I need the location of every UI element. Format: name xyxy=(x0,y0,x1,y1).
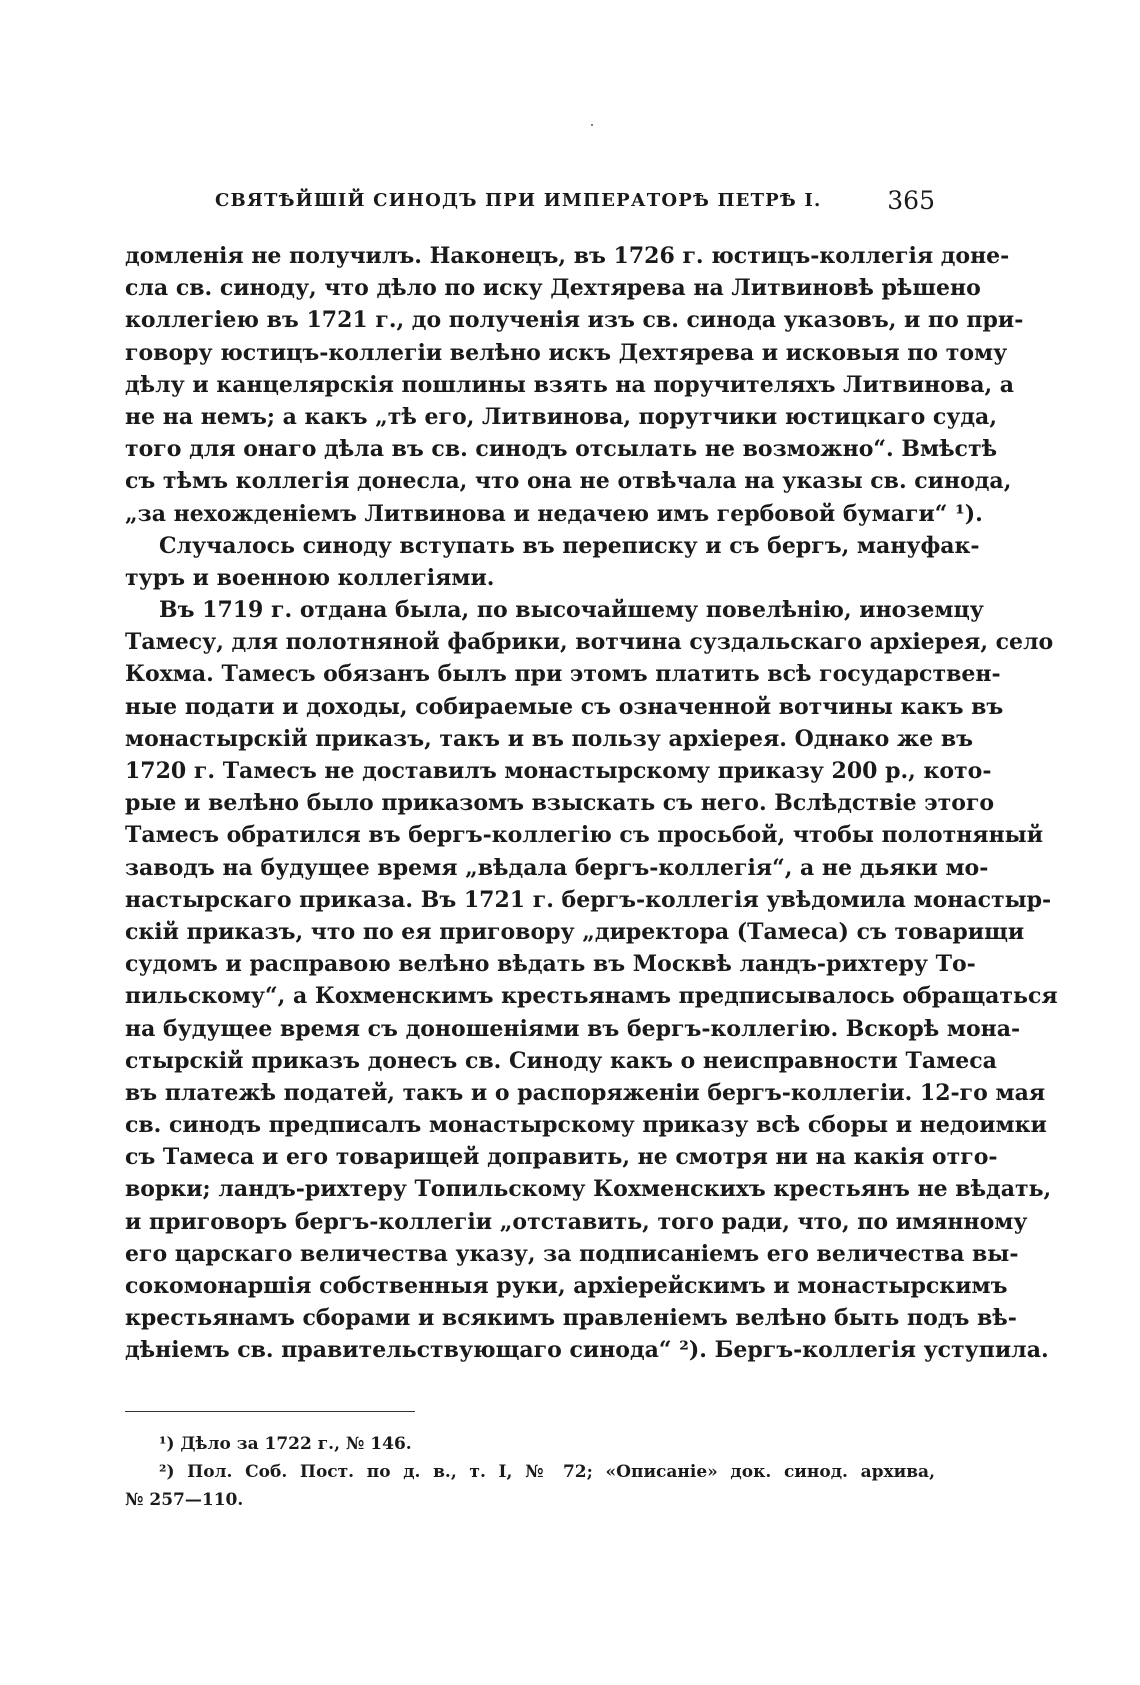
text-line: коллегіею въ 1721 г., до полученія изъ св. синода указовъ, и по при- xyxy=(125,307,1024,334)
printer-mark xyxy=(591,124,593,126)
text-line: дѣніемъ св. правительствующаго синода“ ²). Бергъ-коллегія уступила. xyxy=(125,1337,1049,1364)
running-head-title: СВЯТѢЙШІЙ СИНОДЪ ПРИ ИМПЕРАТОРѢ ПЕТРѢ I. xyxy=(215,190,822,211)
text-line: пильскому“, а Кохменскимъ крестьянамъ предписывалось обращаться xyxy=(125,983,1058,1010)
text-line: монастырскій приказъ, такъ и въ пользу архіерея. Однако же въ xyxy=(125,725,974,752)
text-line: въ платежѣ податей, такъ и о распоряженіи бергъ-коллегіи. 12-го мая xyxy=(125,1079,1046,1106)
text-line: не на немъ; а какъ „тѣ его, Литвинова, порутчики юстицкаго суда, xyxy=(125,403,997,430)
paragraph-first-line: Въ 1719 г. отдана была, по высочайшему повелѣнію, иноземцу xyxy=(159,597,984,624)
page-number: 365 xyxy=(887,186,935,215)
text-line: и приговоръ бергъ-коллегіи „отставить, того ради, что, по имянному xyxy=(125,1208,1028,1235)
text-line: сла св. синоду, что дѣло по иску Дехтярева на Литвиновѣ рѣшено xyxy=(125,275,981,302)
footnote-2-continuation: № 257—110. xyxy=(125,1490,244,1510)
text-line: заводъ на будущее время „вѣдала бергъ-коллегія“, а не дьяки мо- xyxy=(125,854,989,881)
text-line: настырскаго приказа. Въ 1721 г. бергъ-коллегія увѣдомила монастыр- xyxy=(125,886,1052,913)
text-line: съ Тамеса и его товарищей доправить, не смотря ни на какія отго- xyxy=(125,1144,998,1171)
footnote-rule xyxy=(125,1411,415,1412)
text-line: Тамесъ обратился въ бергъ-коллегію съ просьбой, чтобы полотняный xyxy=(125,822,1044,849)
text-line: того для онаго дѣла въ св. синодъ отсылать не возможно“. Вмѣстѣ xyxy=(125,436,998,463)
text-line: Кохма. Тамесъ обязанъ былъ при этомъ платить всѣ государствен- xyxy=(125,661,1001,688)
text-line: ные подати и доходы, собираемые съ означенной вотчины какъ въ xyxy=(125,693,1004,720)
text-line: судомъ и расправою велѣно вѣдать въ Москвѣ ландъ-рихтеру То- xyxy=(125,951,976,978)
text-line: Тамесу, для полотняной фабрики, вотчина суздальскаго архіерея, село xyxy=(125,629,1054,656)
text-line: сокомонаршія собственныя руки, архіерейскимъ и монастырскимъ xyxy=(125,1273,1008,1299)
body-text xyxy=(125,240,1058,1367)
text-line: его царскаго величества указу, за подписаніемъ его величества вы- xyxy=(125,1240,1019,1267)
text-line: крестьянамъ сборами и всякимъ правленіемъ велѣно быть подъ вѣ- xyxy=(125,1305,1017,1332)
text-line: рые и велѣно было приказомъ взыскать съ него. Вслѣдствіе этого xyxy=(125,790,995,817)
text-line: туръ и военною коллегіями. xyxy=(125,564,495,591)
text-line: ворки; ландъ-рихтеру Топильскому Кохменскихъ крестьянъ не вѣдать, xyxy=(125,1176,1052,1203)
text-line: съ тѣмъ коллегія донесла, что она не отвѣчала на указы св. синода, xyxy=(125,468,1012,495)
text-line: на будущее время съ доношеніями въ бергъ-коллегію. Вскорѣ мона- xyxy=(125,1015,1021,1042)
running-head xyxy=(215,186,935,216)
text-line: скій приказъ, что по ея приговору „директора (Тамеса) съ товарищи xyxy=(125,918,1025,945)
text-line: дѣлу и канцелярскія пошлины взять на поручителяхъ Литвинова, а xyxy=(125,371,1015,398)
text-line: стырскій приказъ донесъ св. Синоду какъ о неисправности Тамеса xyxy=(125,1047,997,1074)
footnote-2: ²) Пол. Соб. Пост. по д. в., т. I, № 72; «Описаніе» док. синод. архива, xyxy=(159,1462,935,1482)
footnotes xyxy=(125,1430,935,1514)
text-line: 1720 г. Тамесъ не доставилъ монастырскому приказу 200 р., кото- xyxy=(125,758,992,784)
paragraph-first-line: Случалось синоду вступать въ переписку и съ бергъ, мануфак- xyxy=(159,532,980,559)
text-line: „за нехожденіемъ Литвинова и недачею имъ гербовой бумаги“ ¹). xyxy=(125,500,983,527)
text-line: св. синодъ предписалъ монастырскому приказу всѣ сборы и недоимки xyxy=(125,1112,1047,1139)
footnote-1: ¹) Дѣло за 1722 г., № 146. xyxy=(159,1434,412,1454)
text-line: говору юстицъ-коллегіи велѣно искъ Дехтярева и исковыя по тому xyxy=(125,339,1008,366)
text-line: домленія не получилъ. Наконецъ, въ 1726 г. юстицъ-коллегія доне- xyxy=(125,243,1010,269)
